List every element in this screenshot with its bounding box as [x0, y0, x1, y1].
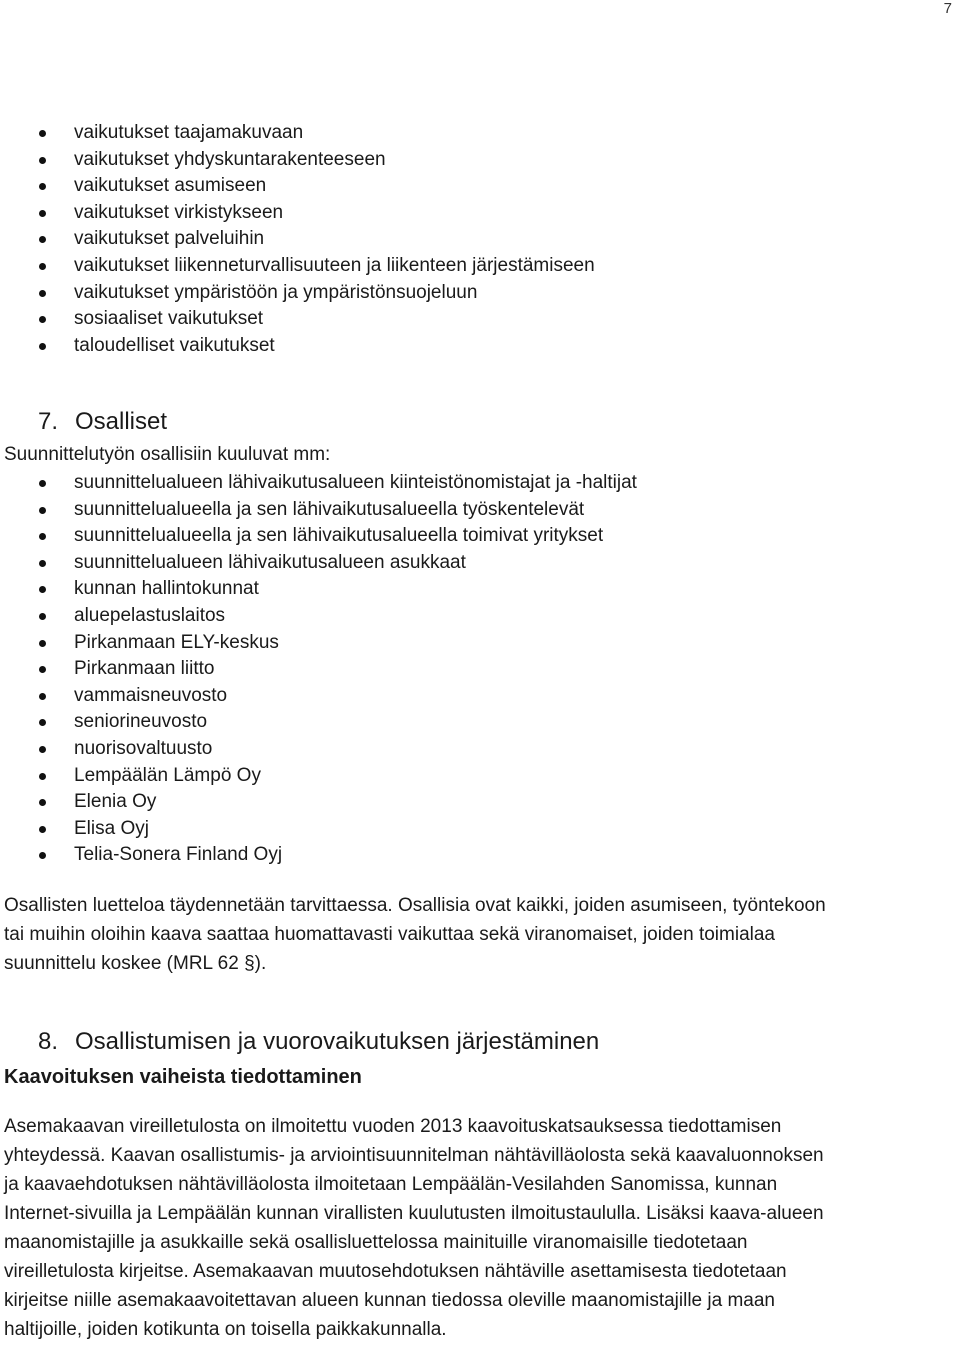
- paragraph-line: tai muihin oloihin kaava saattaa huomattavasti vaikuttaa sekä viranomaiset, joiden toimialaa: [4, 924, 775, 945]
- participants-intro: Suunnittelutyön osallisiin kuuluvat mm:: [4, 444, 331, 465]
- list-item: suunnittelualueen lähivaikutusalueen kiinteistönomistajat ja -haltijat: [0, 470, 960, 497]
- paragraph-line: maanomistajille ja asukkaille sekä osallisluettelossa mainituille viranomaisille tiedotetaan: [4, 1232, 748, 1253]
- paragraph-line: haltijoille, joiden kotikunta on toisella paikkakunnalla.: [4, 1319, 447, 1340]
- list-item: suunnittelualueella ja sen lähivaikutusalueella työskentelevät: [0, 497, 960, 524]
- list-item: Lempäälän Lämpö Oy: [0, 763, 960, 790]
- list-item: suunnittelualueen lähivaikutusalueen asukkaat: [0, 550, 960, 577]
- list-item: Elenia Oy: [0, 789, 960, 816]
- list-item: vaikutukset yhdyskuntarakenteeseen: [0, 147, 960, 174]
- list-item: vaikutukset ympäristöön ja ympäristönsuojeluun: [0, 280, 960, 307]
- list-item: vaikutukset asumiseen: [0, 173, 960, 200]
- section-8-subheading: Kaavoituksen vaiheista tiedottaminen: [4, 1066, 362, 1088]
- list-item: seniorineuvosto: [0, 709, 960, 736]
- paragraph-line: vireilletulosta kirjeitse. Asemakaavan muutosehdotuksen nähtäville asettamisesta tiedotetaan: [4, 1261, 787, 1282]
- list-item: vaikutukset taajamakuvaan: [0, 120, 960, 147]
- participants-paragraph: [4, 891, 952, 978]
- section-number: 7.: [38, 408, 59, 435]
- section-number: 8.: [38, 1028, 59, 1055]
- list-item: Pirkanmaan ELY-keskus: [0, 630, 960, 657]
- paragraph-line: Internet-sivuilla ja Lempäälän kunnan virallisten kuulutusten ilmoitustaululla. Lisäksi kaava-alueen: [4, 1203, 824, 1224]
- paragraph-line: kirjeitse niille asemakaavoitettavan alueen kunnan tiedossa oleville maanomistajille ja maan: [4, 1290, 775, 1311]
- section-8-heading: [38, 1027, 599, 1057]
- list-item: taloudelliset vaikutukset: [0, 333, 960, 360]
- list-item: aluepelastuslaitos: [0, 603, 960, 630]
- list-item: suunnittelualueella ja sen lähivaikutusalueella toimivat yritykset: [0, 523, 960, 550]
- paragraph-line: suunnittelu koskee (MRL 62 §).: [4, 953, 267, 974]
- paragraph-line: yhteydessä. Kaavan osallistumis- ja arviointisuunnitelman nähtävilläolosta sekä kaavaluonnoksen: [4, 1145, 824, 1166]
- participants-list: [0, 470, 960, 869]
- list-item: nuorisovaltuusto: [0, 736, 960, 763]
- list-item: vammaisneuvosto: [0, 683, 960, 710]
- list-item: Elisa Oyj: [0, 816, 960, 843]
- impacts-list: [0, 120, 960, 359]
- list-item: sosiaaliset vaikutukset: [0, 306, 960, 333]
- paragraph-line: Asemakaavan vireilletulosta on ilmoitettu vuoden 2013 kaavoituskatsauksessa tiedottamisen: [4, 1116, 782, 1137]
- notification-paragraph: [4, 1112, 952, 1344]
- list-item: vaikutukset liikenneturvallisuuteen ja liikenteen järjestämiseen: [0, 253, 960, 280]
- section-title: Osalliset: [75, 408, 168, 435]
- list-item: Telia-Sonera Finland Oyj: [0, 842, 960, 869]
- paragraph-line: Osallisten luetteloa täydennetään tarvittaessa. Osallisia ovat kaikki, joiden asumiseen, työntekoon: [4, 895, 826, 916]
- page-number: 7: [943, 0, 952, 17]
- section-title: Osallistumisen ja vuorovaikutuksen järjestäminen: [75, 1028, 600, 1055]
- section-7-heading: [38, 407, 167, 437]
- list-item: kunnan hallintokunnat: [0, 576, 960, 603]
- list-item: Pirkanmaan liitto: [0, 656, 960, 683]
- list-item: vaikutukset palveluihin: [0, 226, 960, 253]
- paragraph-line: ja kaavaehdotuksen nähtävilläolosta ilmoitetaan Lempäälän-Vesilahden Sanomissa, kunnan: [4, 1174, 778, 1195]
- list-item: vaikutukset virkistykseen: [0, 200, 960, 227]
